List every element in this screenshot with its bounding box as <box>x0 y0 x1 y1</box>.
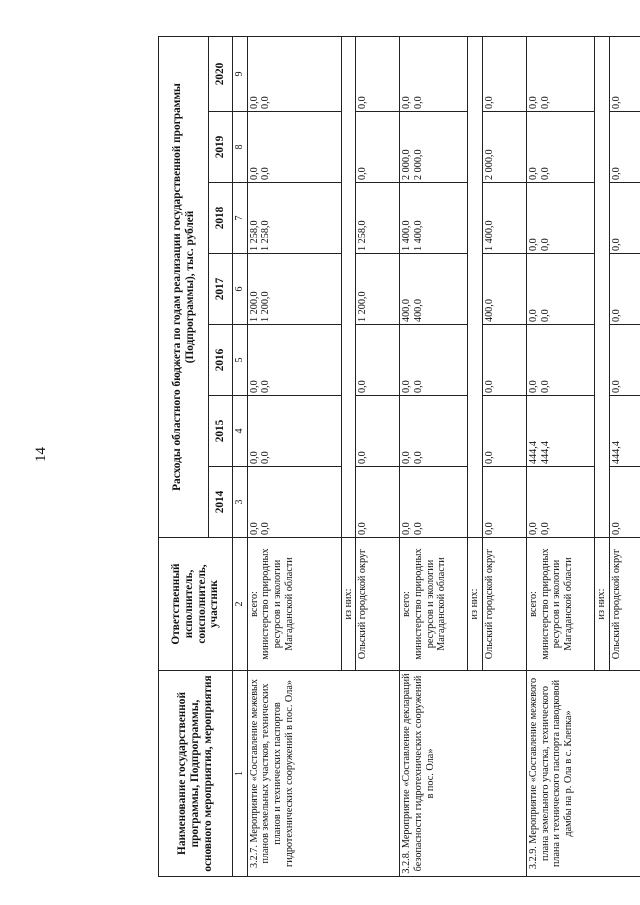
district-label: Ольский городской округ <box>482 538 526 671</box>
amount-cell <box>526 396 594 467</box>
amount-district: 0,0 <box>482 36 526 111</box>
of-them-label: из них: <box>594 538 609 671</box>
total-label: всего: <box>401 591 413 617</box>
amount-cell <box>400 254 468 325</box>
amount-district: 0,0 <box>609 36 640 111</box>
header-year: 2020 <box>209 36 233 111</box>
of-them-label: из них: <box>468 538 483 671</box>
amount-district: 444,4 <box>609 396 640 467</box>
amount-cell <box>247 112 341 183</box>
amount-cell <box>526 112 594 183</box>
amount-cell <box>247 183 341 254</box>
amount-cell <box>526 254 594 325</box>
amount-ministry: 0,0 <box>260 522 272 535</box>
column-index: 3 <box>233 467 248 538</box>
amount-cell <box>400 467 468 538</box>
amount-ministry: 0,0 <box>412 380 424 393</box>
amount-district: 0,0 <box>356 36 400 111</box>
amount-ministry: 444,4 <box>539 441 551 464</box>
amount-total: 400,0 <box>401 299 413 322</box>
page-number: 14 <box>33 447 49 462</box>
header-executor: Ответственный исполнитель, соисполнитель, участник <box>159 538 233 671</box>
blank-cell <box>594 36 609 537</box>
amount-cell <box>526 325 594 396</box>
amount-total: 0,0 <box>401 522 413 535</box>
blank-cell <box>468 36 483 537</box>
column-index: 9 <box>233 36 248 111</box>
amount-cell <box>247 254 341 325</box>
amount-ministry: 400,0 <box>412 299 424 322</box>
amount-total: 0,0 <box>401 380 413 393</box>
amount-total: 0,0 <box>527 309 539 322</box>
amount-district: 400,0 <box>482 254 526 325</box>
amount-total: 0,0 <box>527 522 539 535</box>
amount-cell <box>247 467 341 538</box>
amount-total: 444,4 <box>527 441 539 464</box>
header-year: 2018 <box>209 183 233 254</box>
amount-total: 0,0 <box>401 451 413 464</box>
rotated-table-wrapper <box>158 37 638 877</box>
total-label: всего: <box>527 591 539 617</box>
header-year: 2017 <box>209 254 233 325</box>
amount-total: 0,0 <box>527 167 539 180</box>
amount-ministry: 0,0 <box>260 451 272 464</box>
amount-ministry: 0,0 <box>539 238 551 251</box>
column-index: 8 <box>233 112 248 183</box>
executor-cell <box>247 538 341 671</box>
amount-total: 0,0 <box>248 522 260 535</box>
header-year: 2016 <box>209 325 233 396</box>
amount-total: 2 000,0 <box>401 149 413 180</box>
amount-ministry: 0,0 <box>412 96 424 109</box>
amount-district: 0,0 <box>482 325 526 396</box>
total-label: всего: <box>248 591 260 617</box>
amount-district: 0,0 <box>609 112 640 183</box>
budget-table <box>158 36 640 877</box>
amount-ministry: 0,0 <box>260 380 272 393</box>
column-index: 2 <box>233 538 248 671</box>
amount-district: 0,0 <box>609 467 640 538</box>
amount-ministry: 0,0 <box>260 167 272 180</box>
blank-cell <box>341 36 356 537</box>
amount-cell <box>526 467 594 538</box>
amount-cell <box>400 112 468 183</box>
amount-ministry: 1 200,0 <box>260 291 272 322</box>
header-expenses: Расходы областного бюджета по годам реализации государственной программы (Подпрограммы), тыс. рублей <box>159 36 209 537</box>
amount-total: 0,0 <box>248 96 260 109</box>
amount-total: 0,0 <box>527 380 539 393</box>
district-label: Ольский городской округ <box>609 538 640 671</box>
amount-district: 0,0 <box>482 396 526 467</box>
amount-cell <box>400 396 468 467</box>
amount-district: 1 200,0 <box>356 254 400 325</box>
amount-ministry: 0,0 <box>539 522 551 535</box>
amount-district: 1 400,0 <box>482 183 526 254</box>
executor-cell <box>400 538 468 671</box>
amount-district: 0,0 <box>356 325 400 396</box>
amount-ministry: 0,0 <box>539 96 551 109</box>
amount-district: 0,0 <box>356 467 400 538</box>
amount-total: 0,0 <box>248 167 260 180</box>
amount-total: 1 200,0 <box>248 291 260 322</box>
amount-ministry: 1 400,0 <box>412 220 424 251</box>
column-index: 7 <box>233 183 248 254</box>
amount-cell <box>526 183 594 254</box>
district-label: Ольский городской округ <box>356 538 400 671</box>
column-index: 6 <box>233 254 248 325</box>
amount-total: 0,0 <box>248 451 260 464</box>
column-index: 4 <box>233 396 248 467</box>
amount-ministry: 0,0 <box>260 96 272 109</box>
measure-name: 3.2.7. Мероприятие «Составление межевых планов земельных участков, технических планов и технических паспортов гидротехнических сооружений в пос. Ола» <box>247 671 400 877</box>
ministry-label: министерство природных ресурсов и экологии Магаданской области <box>412 548 448 660</box>
ministry-label: министерство природных ресурсов и экологии Магаданской области <box>539 548 575 660</box>
amount-total: 0,0 <box>401 96 413 109</box>
amount-total: 0,0 <box>527 96 539 109</box>
amount-ministry: 0,0 <box>539 380 551 393</box>
amount-cell <box>526 36 594 111</box>
amount-cell <box>247 325 341 396</box>
amount-district: 2 000,0 <box>482 112 526 183</box>
column-index: 5 <box>233 325 248 396</box>
amount-district: 0,0 <box>356 112 400 183</box>
amount-cell <box>247 36 341 111</box>
measure-name: 3.2.8. Мероприятие «Составление деклараций безопасности гидротехнических сооружений в пос. Ола» <box>400 671 527 877</box>
column-index: 1 <box>233 671 248 877</box>
amount-ministry: 0,0 <box>539 309 551 322</box>
amount-ministry: 1 258,0 <box>260 220 272 251</box>
amount-total: 1 400,0 <box>401 220 413 251</box>
amount-cell <box>247 396 341 467</box>
amount-district: 1 258,0 <box>356 183 400 254</box>
amount-district: 0,0 <box>609 183 640 254</box>
amount-district: 0,0 <box>609 325 640 396</box>
header-year: 2015 <box>209 396 233 467</box>
amount-ministry: 0,0 <box>412 451 424 464</box>
executor-cell <box>526 538 594 671</box>
amount-total: 0,0 <box>527 238 539 251</box>
header-year: 2019 <box>209 112 233 183</box>
amount-district: 0,0 <box>356 396 400 467</box>
amount-ministry: 0,0 <box>412 522 424 535</box>
ministry-label: министерство природных ресурсов и экологии Магаданской области <box>260 548 295 660</box>
amount-total: 1 258,0 <box>248 220 260 251</box>
amount-cell <box>400 183 468 254</box>
header-name: Наименование государственной программы, Подпрограммы, основного мероприятия, мероприятия <box>159 671 233 877</box>
amount-cell <box>400 36 468 111</box>
amount-cell <box>400 325 468 396</box>
measure-name: 3.2.9. Мероприятие «Составление межевого плана земельного участка, технического плана и технического паспорта паводковой дамбы на р. Ола в с. Клепка» <box>526 671 640 877</box>
of-them-label: из них: <box>341 538 356 671</box>
amount-total: 0,0 <box>248 380 260 393</box>
amount-ministry: 2 000,0 <box>412 149 424 180</box>
amount-district: 0,0 <box>609 254 640 325</box>
amount-ministry: 0,0 <box>539 167 551 180</box>
amount-district: 0,0 <box>482 467 526 538</box>
header-year: 2014 <box>209 467 233 538</box>
